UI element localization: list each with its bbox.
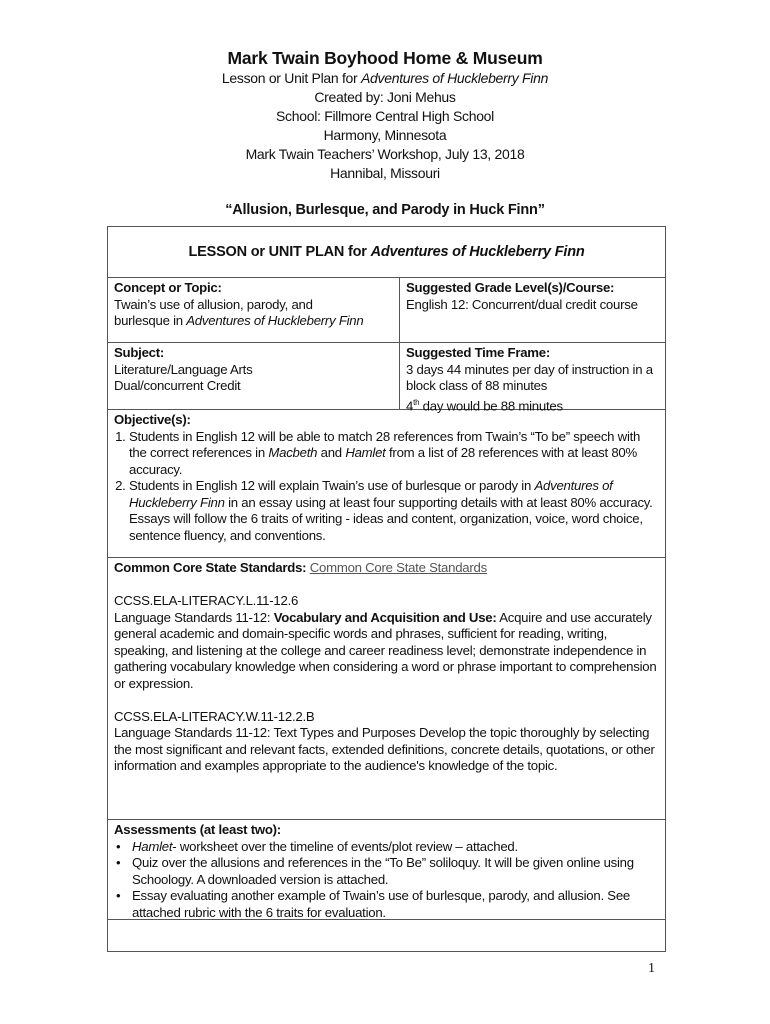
concept-cell [108,278,400,342]
ccss-label: Common Core State Standards: [114,560,310,575]
time-frame-cell [400,343,665,413]
concept-grade-row [108,277,665,342]
city-line: Harmony, Minnesota [323,127,447,143]
objectives-list [114,429,659,545]
concept-line1: Twain’s use of allusion, parody, and [114,296,313,312]
page-number: 1 [648,961,655,976]
school-line: School: Fillmore Central High School [276,108,494,124]
time-day-rest: day would be 88 minutes [419,397,563,413]
lesson-book-title: Adventures of Huckleberry Finn [361,70,549,86]
concept-label: Concept or Topic: [114,280,222,295]
objective-item [129,429,659,479]
assessment1-text: - worksheet over the timeline of events/plot review – attached. [172,838,518,854]
assessment-item: • Essay evaluating another example of Twain’s use of burlesque, parody, and allusion. See attached rubric with the 6 traits for evaluation. [132,888,659,921]
assessment1-hamlet: Hamlet [132,838,173,854]
standards-row [108,557,665,819]
time-frame-line1: 3 days 44 minutes per day of instruction in a block class of 88 minutes [406,361,653,393]
grade-cell [400,278,665,342]
objective-item [129,478,659,544]
empty-row [108,919,665,951]
standard1-prefix: Language Standards 11-12: [114,609,274,625]
time-day-suffix: th [413,397,420,407]
standard1-code: CCSS.ELA-LITERACY.L.11-12.6 [114,593,299,608]
document-header [0,48,770,218]
subject-line2: Dual/concurrent Credit [114,378,241,393]
assessments-row [108,819,665,919]
time-day-number: 4 [406,397,414,413]
table-heading [108,227,665,277]
table-heading-book: Adventures of Huckleberry Finn [370,244,585,260]
concept-line2-prefix: burlesque in [114,313,187,328]
lesson-plan-for-line [0,69,770,88]
grade-value: English 12: Concurrent/dual credit course [406,296,638,312]
standard1-body: Acquire and use accurately general academic and domain-specific words and phrases, sufficient for reading, writing, speaking, and listening at the college and career readiness level; demonstrate independence in gathering vocabulary knowledge when considering a word or phrase important to comprehension or expression. [114,609,657,691]
objective1-macbeth: Macbeth [268,445,318,460]
time-frame-line2 [406,395,659,415]
ccss-link[interactable]: Common Core State Standards [309,560,487,575]
subject-cell [108,343,400,409]
time-frame-label: Suggested Time Frame: [406,345,551,360]
museum-title: Mark Twain Boyhood Home & Museum [227,48,543,68]
ccss-heading [114,560,659,577]
lesson-prefix: Lesson or Unit Plan for [221,70,361,86]
objective1-text-b: from a list of 28 references with at least 80% accuracy. [129,445,637,477]
workshop-line: Mark Twain Teachers’ Workshop, July 13, 2018 [245,146,525,162]
objective1-text-a: Students in English 12 will be able to match 28 references from Twain’s “To be” speech with the correct references in [129,428,641,460]
location-line: Hannibal, Missouri [330,165,440,181]
concept-line2 [114,313,393,330]
objective1-and: and [317,445,346,460]
assessment-item [132,839,659,856]
objectives-row [108,409,665,557]
objective1-hamlet: Hamlet [345,445,386,460]
plan-title: “Allusion, Burlesque, and Parody in Huck Finn” [225,202,545,218]
standard1-bold: Vocabulary and Acquisition and Use: [273,609,497,625]
concept-line2-book: Adventures of Huckleberry Finn [186,313,364,328]
created-by-line: Created by: Joni Mehus [314,89,456,105]
table-heading-prefix: LESSON or UNIT PLAN for [188,244,371,260]
subject-time-row [108,342,665,413]
objective2-text-b: in an essay using at least four supporting details with at least 80% accuracy. Essays will follow the 6 traits of writing - ideas and content, organization, voice, word choice, sentence fluency, and conventions. [129,494,653,543]
standard2-text: Language Standards 11-12: Text Types and Purposes Develop the topic thoroughly by selecting the most significant and relevant facts, extended definitions, concrete details, quotations, or other information and examples appropriate to the audience's knowledge of the topic. [114,725,655,773]
assessments-label: Assessments (at least two): [114,822,281,837]
grade-label: Suggested Grade Level(s)/Course: [406,280,615,295]
objectives-label: Objective(s): [114,412,191,427]
standard1-text [114,610,659,693]
assessments-list [114,839,659,922]
lesson-plan-table [107,226,666,952]
subject-line1: Literature/Language Arts [114,361,253,377]
standard2-code: CCSS.ELA-LITERACY.W.11-12.2.B [114,708,315,724]
objective2-text-a: Students in English 12 will explain Twain’s use of burlesque or parody in [129,478,535,493]
assessment-item: • Quiz over the allusions and references in the “To Be” soliloquy. It will be given online using Schoology. A downloaded version is attached. [132,855,659,888]
subject-label: Subject: [114,345,165,360]
objective2-book: Adventures of Huckleberry Finn [129,478,613,510]
